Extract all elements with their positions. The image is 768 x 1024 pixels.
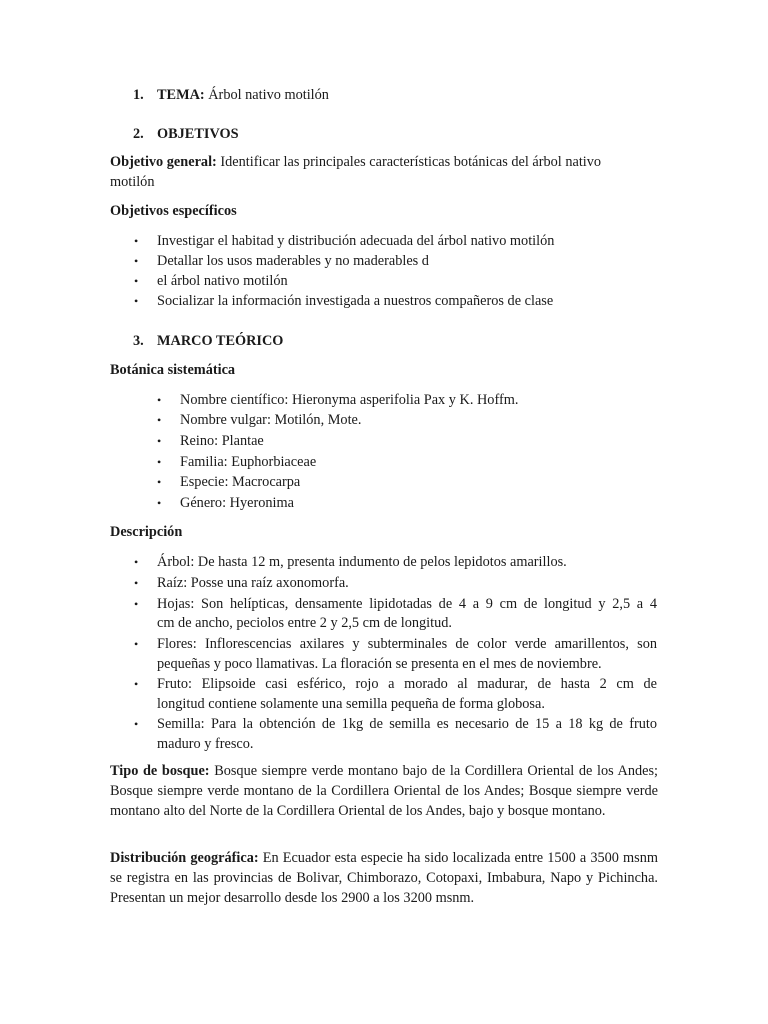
- bullet-icon: •: [157, 413, 162, 427]
- distribucion-text: En Ecuador esta especie ha sido localizada entre 1500 a 3500 msnm se registra en las provincias de Bolivar, Chimborazo, Cotopaxi, Imbabura, Napo y Pichincha. Presentan un mejor desarrollo desde los 2900 a los 3200 msnm.: [110, 850, 659, 906]
- list-item: Socializar la información investigada a nuestros compañeros de clase: [157, 293, 554, 309]
- tipo-bosque-paragraph: [110, 761, 658, 821]
- bullet-icon: •: [134, 234, 139, 248]
- list-item-continuation: cm de ancho, peciolos entre 2 y 2,5 cm de longitud.: [157, 615, 452, 631]
- objetivos-especificos-heading: Objetivos específicos: [110, 203, 237, 219]
- tipo-bosque-label: Tipo de bosque:: [110, 763, 210, 779]
- descripcion-heading: Descripción: [110, 524, 183, 540]
- list-item: Nombre vulgar: Motilón, Mote.: [180, 412, 362, 428]
- objetivo-general-text: Identificar las principales características botánicas del árbol nativo: [220, 154, 602, 170]
- list-item: Flores: Inflorescencias axilares y subterminales de color verde amarillentos, son: [157, 636, 657, 652]
- bullet-icon: •: [134, 576, 139, 590]
- section-marco-teorico: [133, 331, 283, 351]
- list-item-continuation: longitud contiene solamente una semilla pequeña de forma globosa.: [157, 696, 545, 712]
- bullet-icon: •: [157, 475, 162, 489]
- bullet-icon: •: [134, 274, 139, 288]
- section-heading: TEMA:: [157, 87, 205, 103]
- list-item: Género: Hyeronima: [180, 495, 294, 511]
- section-objetivos: [133, 124, 239, 144]
- section-tema: [133, 85, 329, 105]
- list-item-continuation: pequeñas y poco llamativas. La floración se presenta en el mes de noviembre.: [157, 656, 602, 672]
- section-heading: OBJETIVOS: [157, 126, 239, 142]
- list-item-continuation: maduro y fresco.: [157, 736, 254, 752]
- bullet-icon: •: [134, 597, 139, 611]
- list-item: Hojas: Son helípticas, densamente lipidotadas de 4 a 9 cm de longitud y 2,5 a 4: [157, 596, 657, 612]
- bullet-icon: •: [134, 254, 139, 268]
- bullet-icon: •: [157, 393, 162, 407]
- section-number: 3.: [133, 333, 144, 349]
- list-item: Árbol: De hasta 12 m, presenta indumento de pelos lepidotos amarillos.: [157, 554, 567, 570]
- objetivo-general-line2: motilón: [110, 174, 155, 190]
- botanica-heading: Botánica sistemática: [110, 362, 236, 378]
- bullet-icon: •: [134, 555, 139, 569]
- list-item: Especie: Macrocarpa: [180, 474, 301, 490]
- section-heading: MARCO TEÓRICO: [157, 333, 284, 349]
- section-number: 2.: [133, 126, 144, 142]
- bullet-icon: •: [134, 637, 139, 651]
- list-item: Detallar los usos maderables y no maderables d: [157, 253, 429, 269]
- list-item: Familia: Euphorbiaceae: [180, 454, 317, 470]
- bullet-icon: •: [134, 677, 139, 691]
- objetivo-general-line1: [110, 152, 601, 172]
- bullet-icon: •: [157, 496, 162, 510]
- list-item: Semilla: Para la obtención de 1kg de semilla es necesario de 15 a 18 kg de fruto: [157, 716, 657, 732]
- distribucion-paragraph: [110, 848, 658, 908]
- bullet-icon: •: [157, 455, 162, 469]
- list-item: Investigar el habitad y distribución adecuada del árbol nativo motilón: [157, 233, 555, 249]
- bullet-icon: •: [134, 294, 139, 308]
- bullet-icon: •: [157, 434, 162, 448]
- list-item: Nombre científico: Hieronyma asperifolia Pax y K. Hoffm.: [180, 392, 519, 408]
- section-tema-text: Árbol nativo motilón: [208, 87, 329, 103]
- distribucion-label: Distribución geográfica:: [110, 850, 259, 866]
- list-item: Fruto: Elipsoide casi esférico, rojo a morado al madurar, de hasta 2 cm de: [157, 676, 657, 692]
- section-number: 1.: [133, 87, 144, 103]
- list-item: Reino: Plantae: [180, 433, 264, 449]
- bullet-icon: •: [134, 717, 139, 731]
- objetivo-general-label: Objetivo general:: [110, 154, 217, 170]
- list-item: el árbol nativo motilón: [157, 273, 288, 289]
- tipo-bosque-text: Bosque siempre verde montano bajo de la Cordillera Oriental de los Andes; Bosque siempre verde montano de la Cordillera Oriental de los Andes; Bosque siempre verde montano alto del Norte de la Cordillera Oriental de los Andes, bajo y bosque montano.: [110, 763, 659, 819]
- list-item: Raíz: Posse una raíz axonomorfa.: [157, 575, 349, 591]
